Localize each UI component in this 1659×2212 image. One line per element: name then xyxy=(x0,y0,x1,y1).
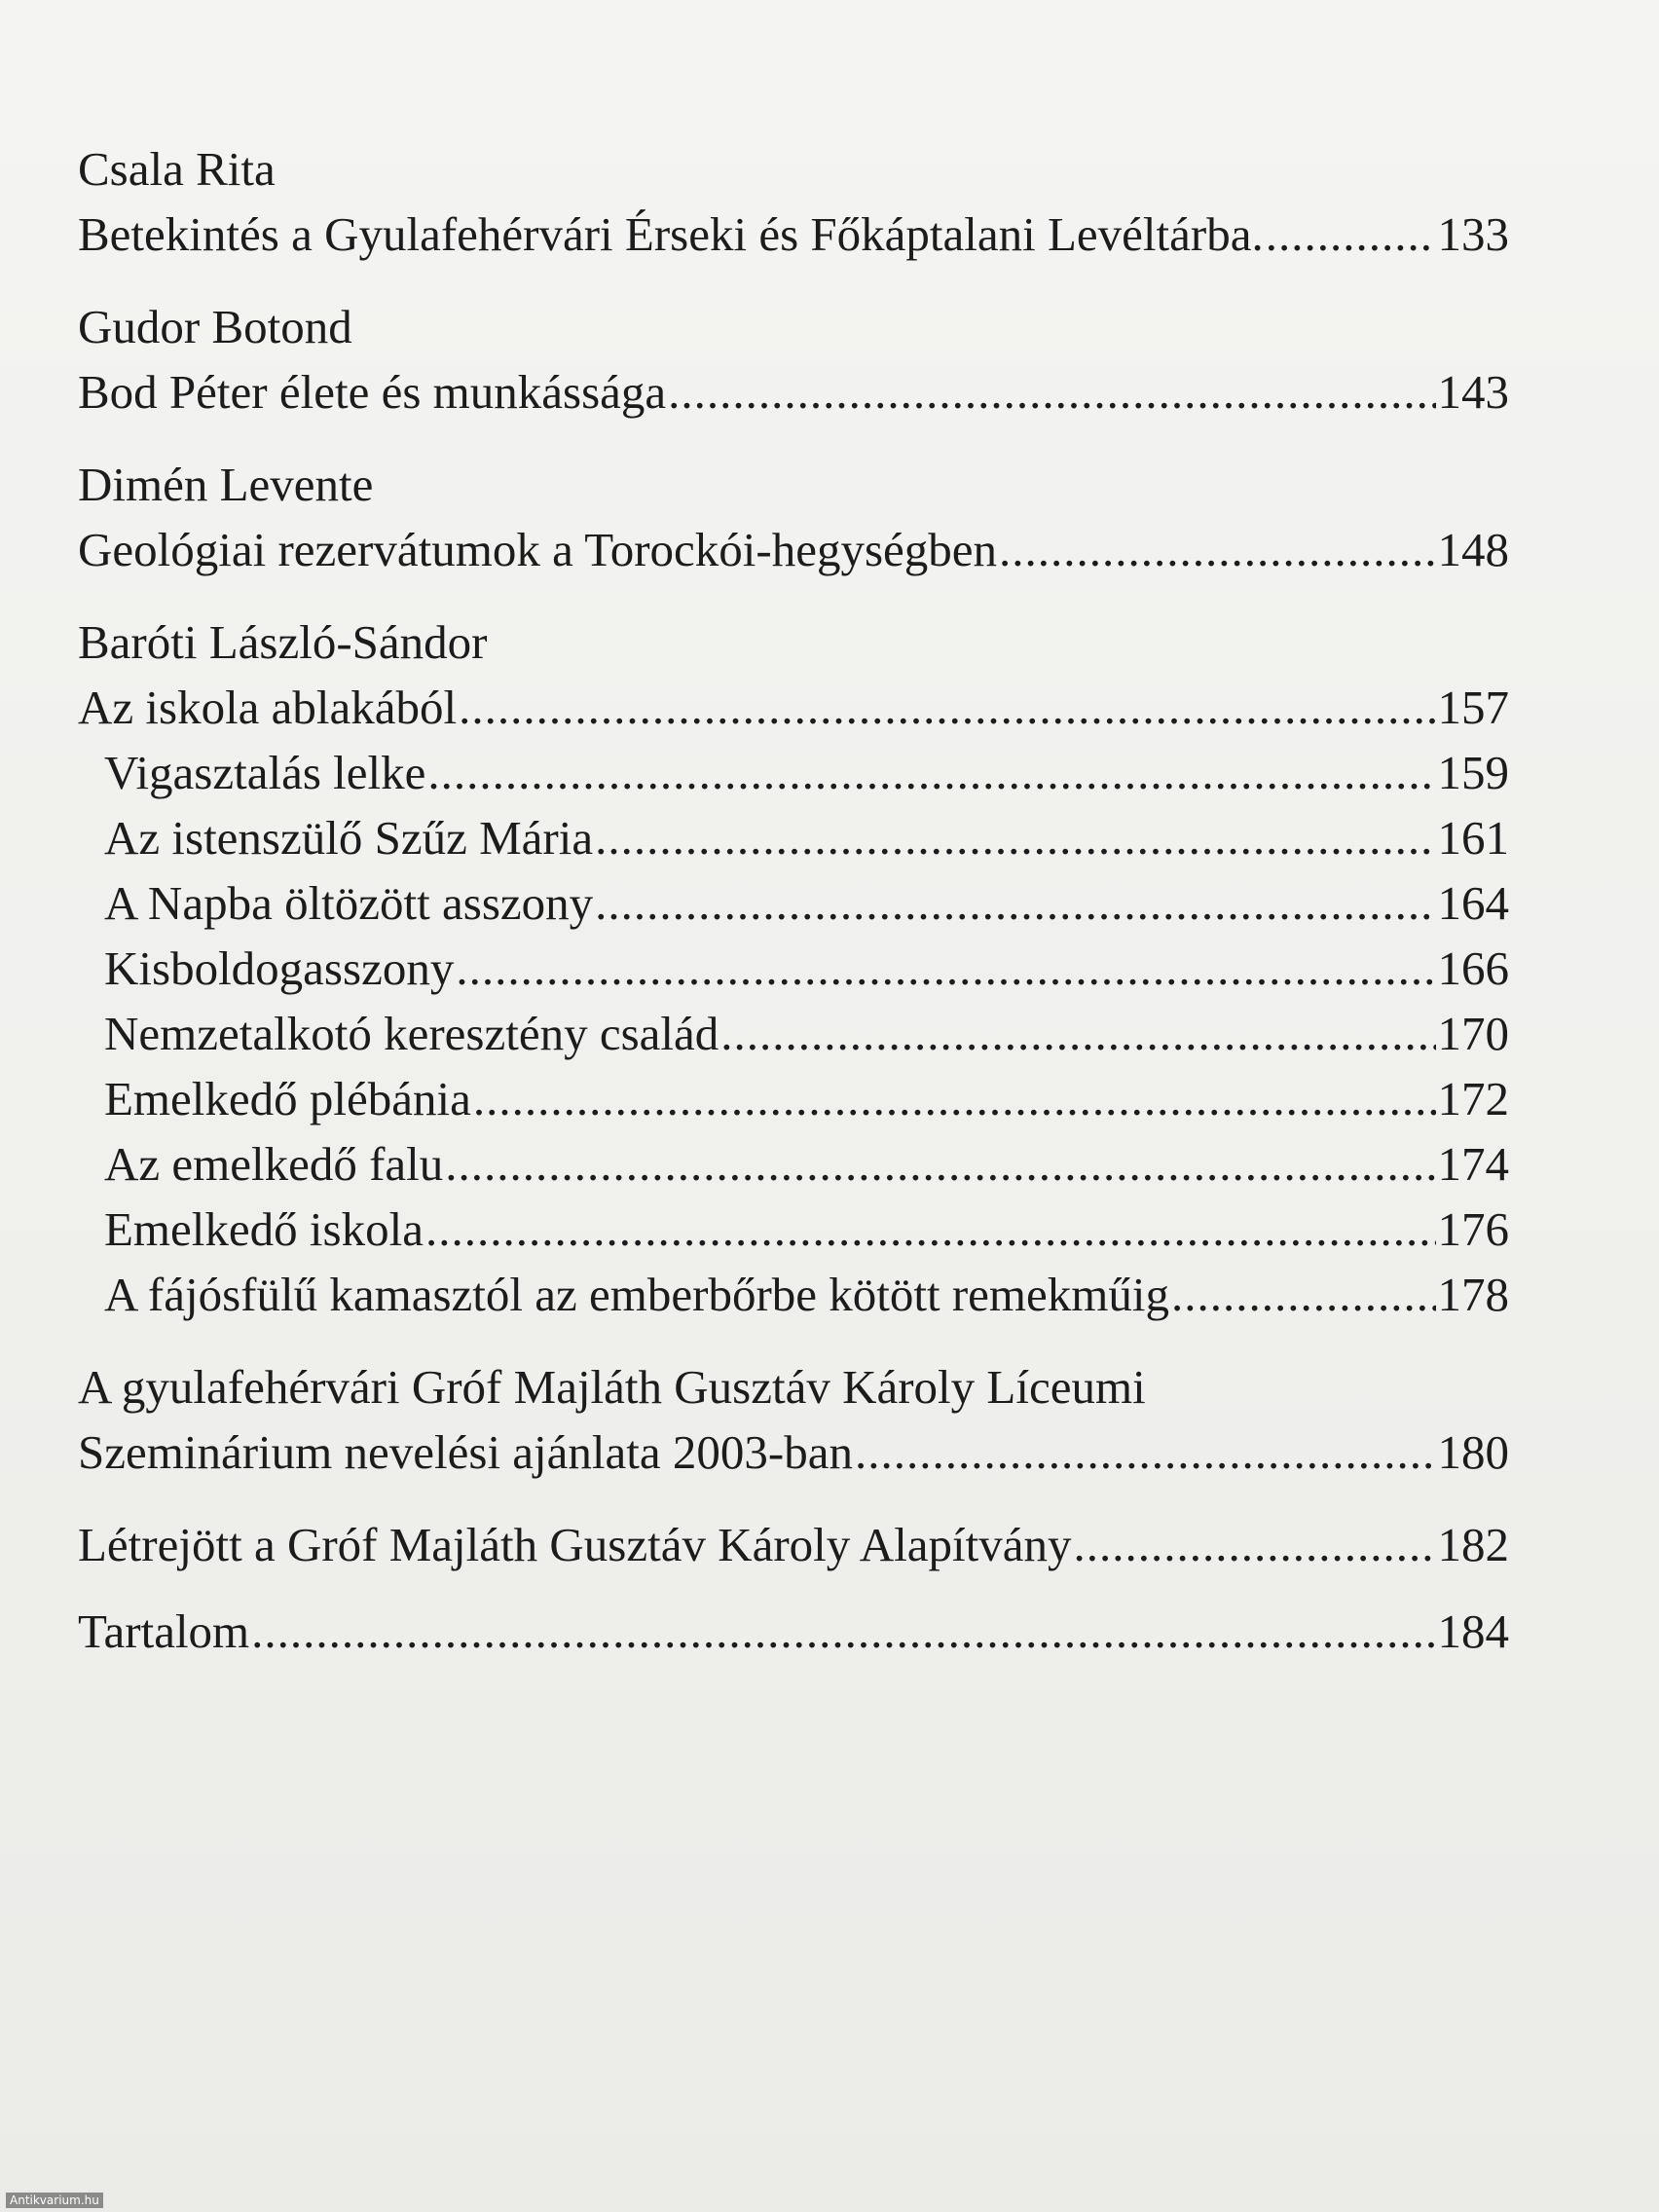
toc-entry xyxy=(78,1599,1509,1664)
toc-entry xyxy=(78,517,1509,582)
leader-dots xyxy=(595,805,1435,870)
toc-entry xyxy=(78,1512,1509,1577)
leader-dots xyxy=(427,740,1435,805)
leader-dots xyxy=(855,1419,1436,1485)
toc-group-seminarium xyxy=(78,1354,1509,1485)
entry-title: Az istenszülő Szűz Mária xyxy=(104,811,594,865)
entry-title: Az emelkedő falu xyxy=(104,1137,444,1191)
toc-subentries xyxy=(78,740,1509,1327)
toc-group-tartalom xyxy=(78,1599,1509,1664)
entry-title: Kisboldogasszony xyxy=(104,941,455,995)
entry-title: A Napba öltözött asszony xyxy=(104,876,594,930)
toc-group-gudor xyxy=(78,294,1509,424)
entry-title: Az iskola ablakából xyxy=(78,681,458,734)
toc-group-dimen xyxy=(78,452,1509,582)
page-number: 174 xyxy=(1437,1137,1509,1191)
author-name: Dimén Levente xyxy=(78,458,374,511)
entry-title: Vigasztalás lelke xyxy=(104,746,426,799)
leader-dots xyxy=(425,1197,1436,1262)
toc-subentry xyxy=(78,1066,1509,1131)
page-number: 148 xyxy=(1437,523,1509,576)
leader-dots xyxy=(251,1599,1435,1664)
entry-title: A fájósfülű kamasztól az emberbőrbe kötött remekműig xyxy=(104,1268,1170,1321)
entry-title-line: A gyulafehérvári Gróf Majláth Gusztáv Károly Líceumi xyxy=(78,1360,1146,1414)
toc-subentry xyxy=(78,936,1509,1001)
entry-title: Geológiai rezervátumok a Torockói-hegységben xyxy=(78,523,998,576)
leader-dots xyxy=(999,517,1435,582)
leader-dots xyxy=(720,1001,1435,1066)
page-number: 143 xyxy=(1437,365,1509,419)
page-number: 180 xyxy=(1437,1425,1509,1479)
table-of-contents xyxy=(78,136,1509,1691)
leader-dots xyxy=(595,870,1435,936)
toc-subentry xyxy=(78,805,1509,870)
entry-title: Létrejött a Gróf Majláth Gusztáv Károly Alapítvány xyxy=(78,1518,1072,1571)
leader-dots xyxy=(456,936,1435,1001)
toc-group-alapitvany xyxy=(78,1512,1509,1577)
toc-entry xyxy=(78,1419,1509,1485)
author-name: Csala Rita xyxy=(78,142,276,196)
entry-title: Emelkedő iskola xyxy=(104,1202,424,1256)
page-number: 159 xyxy=(1437,746,1509,799)
page-number: 184 xyxy=(1437,1604,1509,1658)
page-number: 161 xyxy=(1437,811,1509,865)
toc-entry xyxy=(78,202,1509,267)
toc-group-baroti xyxy=(78,609,1509,1327)
toc-subentry xyxy=(78,1131,1509,1197)
leader-dots xyxy=(668,359,1435,424)
leader-dots xyxy=(1266,202,1436,267)
author-name: Baróti László-Sándor xyxy=(78,615,488,669)
page-number: 157 xyxy=(1437,681,1509,734)
leader-dots xyxy=(473,1066,1436,1131)
page-number: 176 xyxy=(1437,1202,1509,1256)
watermark-label: Antikvarium.hu xyxy=(6,2193,103,2208)
entry-title: Bod Péter élete és munkássága xyxy=(78,365,667,419)
leader-dots xyxy=(1171,1262,1435,1327)
page-number: 166 xyxy=(1437,941,1509,995)
entry-title: Betekintés a Gyulafehérvári Érseki és Főkáptalani Levéltárba. xyxy=(78,207,1264,261)
toc-entry xyxy=(78,359,1509,424)
toc-entry xyxy=(78,675,1509,740)
toc-subentry xyxy=(78,1197,1509,1262)
entry-title: Emelkedő plébánia xyxy=(104,1072,471,1125)
toc-subentry xyxy=(78,870,1509,936)
page-number: 170 xyxy=(1437,1007,1509,1060)
page-number: 182 xyxy=(1437,1518,1509,1571)
leader-dots xyxy=(459,675,1435,740)
leader-dots xyxy=(1074,1512,1436,1577)
toc-subentry xyxy=(78,740,1509,805)
page-number: 133 xyxy=(1437,207,1509,261)
author-name: Gudor Botond xyxy=(78,300,352,353)
toc-subentry xyxy=(78,1001,1509,1066)
page-number: 172 xyxy=(1437,1072,1509,1125)
toc-subentry xyxy=(78,1262,1509,1327)
entry-title: Nemzetalkotó keresztény család xyxy=(104,1007,719,1060)
entry-title: Tartalom xyxy=(78,1604,250,1658)
toc-group-csala xyxy=(78,136,1509,267)
entry-title: Szeminárium nevelési ajánlata 2003-ban xyxy=(78,1425,853,1479)
page-number: 178 xyxy=(1437,1268,1509,1321)
leader-dots xyxy=(445,1131,1435,1197)
page-number: 164 xyxy=(1437,876,1509,930)
